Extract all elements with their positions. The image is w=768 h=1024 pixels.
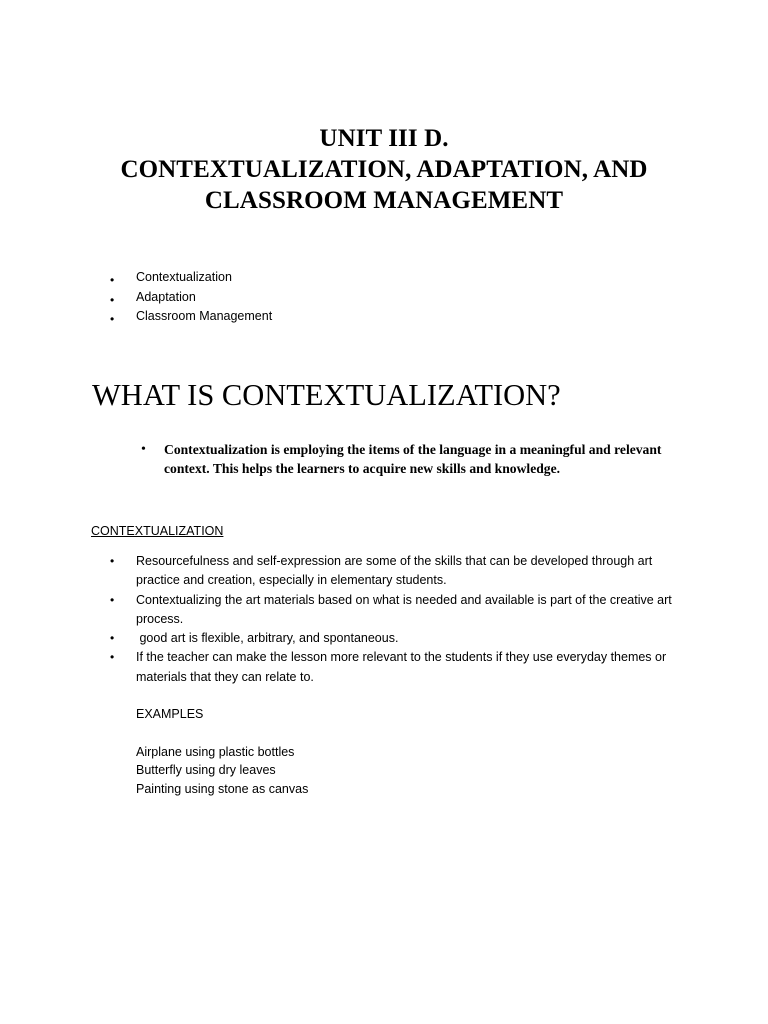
definition-text: Contextualization is employing the items of the language in a meaningful and relevant context. This helps the learners to acquire new skills and knowledge. bbox=[164, 442, 662, 476]
bullet-icon: • bbox=[110, 554, 115, 568]
outline-item-label: Adaptation bbox=[136, 289, 196, 304]
bullet-icon: • bbox=[110, 312, 115, 327]
spacer bbox=[136, 724, 308, 743]
subheading: CONTEXTUALIZATION bbox=[91, 524, 224, 538]
bullet-icon: • bbox=[110, 292, 115, 307]
list-item-text: If the teacher can make the lesson more relevant to the students if they use everyday themes or materials that they can relate to. bbox=[136, 650, 667, 684]
bullet-icon: • bbox=[110, 650, 115, 665]
example-item: Butterfly using dry leaves bbox=[136, 763, 276, 778]
bullet-icon: • bbox=[141, 442, 146, 457]
example-item: Airplane using plastic bottles bbox=[136, 744, 295, 759]
document-title bbox=[0, 123, 768, 216]
list-item-text: Contextualizing the art materials based on what is needed and available is part of the creative art process. bbox=[136, 592, 672, 626]
title-line-1: UNIT III D. bbox=[319, 125, 449, 152]
examples-label: EXAMPLES bbox=[136, 707, 204, 721]
outline-item-label: Contextualization bbox=[136, 270, 232, 284]
list-item bbox=[0, 629, 681, 648]
list-item bbox=[0, 648, 681, 687]
bullet-icon: • bbox=[110, 592, 115, 607]
title-line-3: CLASSROOM MANAGEMENT bbox=[204, 187, 564, 214]
list-item-text: good art is flexible, arbitrary, and spontaneous. bbox=[136, 631, 399, 646]
list-item-text: Resourcefulness and self-expression are some of the skills that can be developed through art practice and creation, especially in elementary students. bbox=[136, 554, 653, 588]
bullet-icon: • bbox=[110, 273, 115, 287]
points-list bbox=[0, 552, 768, 687]
title-line-2: CONTEXTUALIZATION, ADAPTATION, AND bbox=[120, 156, 648, 183]
list-item bbox=[0, 552, 681, 591]
section-heading: WHAT IS CONTEXTUALIZATION? bbox=[92, 378, 561, 412]
example-item: Painting using stone as canvas bbox=[136, 782, 309, 797]
outline-item-label: Classroom Management bbox=[136, 309, 273, 324]
bullet-icon: • bbox=[110, 631, 115, 646]
list-item bbox=[0, 591, 681, 630]
examples-block bbox=[136, 705, 308, 799]
